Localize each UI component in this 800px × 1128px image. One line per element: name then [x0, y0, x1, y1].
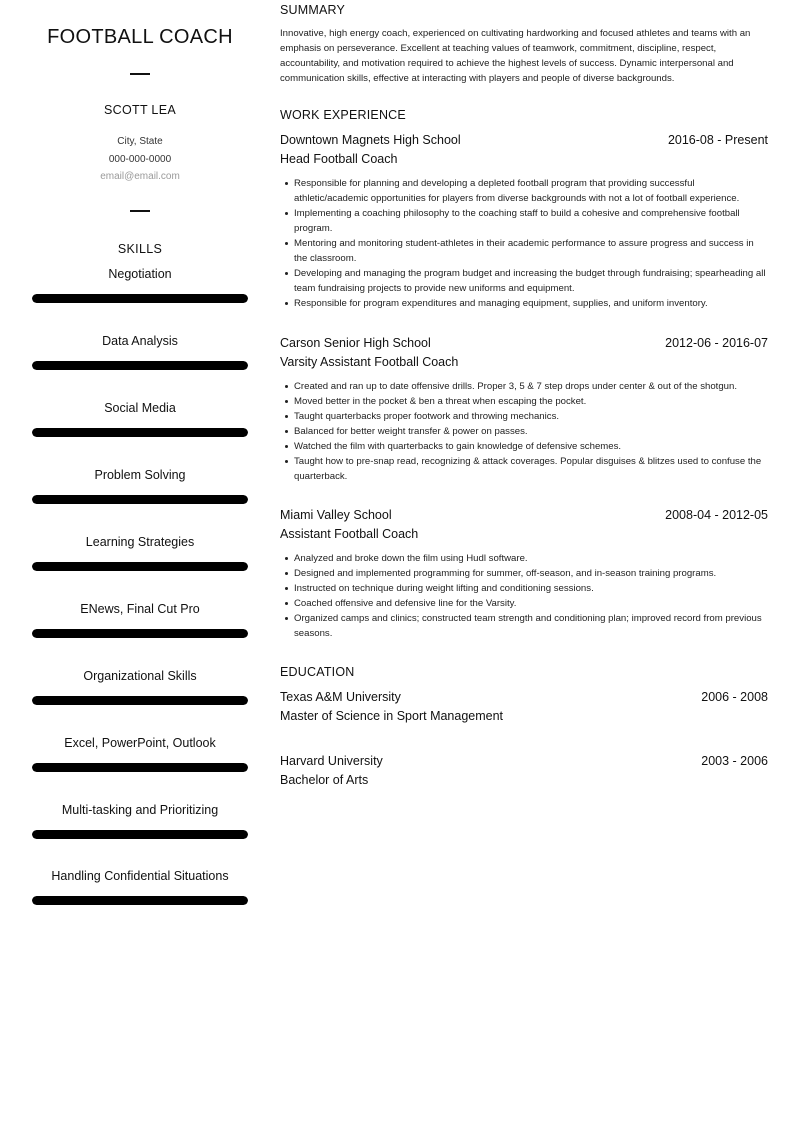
school-name: Harvard University — [280, 754, 383, 768]
skill-label: Learning Strategies — [85, 535, 195, 549]
contact-email-line — [0, 171, 280, 182]
education-heading: EDUCATION — [280, 665, 355, 679]
skill-label: Organizational Skills — [83, 669, 197, 683]
skill-bar-fill — [32, 763, 248, 772]
skill-bar — [32, 896, 248, 905]
job-header — [280, 133, 768, 152]
job-bullet: Watched the film with quarterbacks to gain knowledge of defensive schemes. — [294, 439, 768, 454]
skill-label: Data Analysis — [102, 334, 178, 348]
job-bullets — [280, 551, 768, 641]
skill-bar-fill — [32, 896, 248, 905]
skills-heading: SKILLS — [117, 242, 163, 256]
title-divider — [130, 73, 150, 75]
contact-divider — [130, 210, 150, 212]
education-header — [280, 754, 768, 773]
employer-name: Miami Valley School — [280, 508, 392, 522]
skill-bar — [32, 294, 248, 303]
skill-label: Problem Solving — [94, 468, 186, 482]
job-role: Varsity Assistant Football Coach — [280, 355, 459, 369]
job-bullet: Taught quarterbacks proper footwork and throwing mechanics. — [294, 409, 768, 424]
skill-bar-fill — [32, 830, 248, 839]
job-role: Head Football Coach — [280, 152, 398, 166]
job-bullet: Implementing a coaching philosophy to the coaching staff to build a cohesive and comprehensive football program. — [294, 206, 768, 236]
skill-bar-fill — [32, 562, 248, 571]
job-bullet: Analyzed and broke down the film using Hudl software. — [294, 551, 768, 566]
job-bullet: Moved better in the pocket & ben a threat when escaping the pocket. — [294, 394, 768, 409]
skill-bar — [32, 562, 248, 571]
skill-label: Negotiation — [108, 267, 172, 281]
skill-bar — [32, 763, 248, 772]
job-entry — [280, 336, 768, 484]
job-entry — [280, 133, 768, 311]
job-header — [280, 508, 768, 527]
skill-bar — [32, 830, 248, 839]
job-header — [280, 336, 768, 355]
job-bullets — [280, 176, 768, 311]
skill-bar-fill — [32, 696, 248, 705]
job-bullet: Balanced for better weight transfer & power on passes. — [294, 424, 768, 439]
skill-bar-fill — [32, 361, 248, 370]
skill-label: ENews, Final Cut Pro — [80, 602, 200, 616]
job-dates: 2008-04 - 2012-05 — [665, 508, 768, 522]
job-dates: 2016-08 - Present — [667, 133, 768, 147]
skill-bar — [32, 696, 248, 705]
job-bullet: Mentoring and monitoring student-athletes in their academic performance to assure progress and success in the classroom. — [294, 236, 768, 266]
degree: Bachelor of Arts — [280, 773, 369, 787]
job-entry — [280, 508, 768, 641]
skill-bar — [32, 495, 248, 504]
person-name: SCOTT LEA — [104, 103, 176, 117]
job-bullet: Taught how to pre-snap read, recognizing & attack coverages. Popular disguises & blitzes used to confuse the quarterback. — [294, 454, 768, 484]
skill-bar-fill — [32, 495, 248, 504]
school-name: Texas A&M University — [280, 690, 401, 704]
skill-bar-fill — [32, 428, 248, 437]
skill-bar — [32, 361, 248, 370]
education-dates: 2006 - 2008 — [701, 690, 768, 704]
skill-label: Social Media — [104, 401, 176, 415]
summary-heading: SUMMARY — [280, 3, 346, 17]
degree: Master of Science in Sport Management — [280, 709, 504, 723]
job-bullet: Responsible for program expenditures and managing equipment, supplies, and uniform inventory. — [294, 296, 768, 311]
contact-phone: 000-000-0000 — [108, 154, 172, 165]
summary-text: Innovative, high energy coach, experienced on cultivating hardworking and focused athletes and teams with an emphasis on perseverance. Excellent at teaching values of teamwork, commitment, discipline, respect, accountability, and motivation required to achieve the highest levels of success. Dynamic interpersonal and communication skills, effective at interacting with players and people of diverse backgrounds. — [280, 28, 751, 84]
education-entry — [280, 690, 768, 729]
email-link[interactable]: email@email.com — [100, 171, 180, 182]
work-heading: WORK EXPERIENCE — [280, 108, 406, 122]
skill-label: Multi-tasking and Prioritizing — [61, 803, 219, 817]
education-header — [280, 690, 768, 709]
education-entry — [280, 754, 768, 793]
job-bullet: Responsible for planning and developing a depleted football program that providing successful athletic/academic opportunities for players from diverse backgrounds with not a lot of football experience. — [294, 176, 768, 206]
skill-bar-fill — [32, 629, 248, 638]
job-bullet: Developing and managing the program budget and increasing the budget through fundraising; spearheading all team fundraising projects to provide new uniforms and equipment. — [294, 266, 768, 296]
job-bullet: Created and ran up to date offensive drills. Proper 3, 5 & 7 step drops under center & out of the shotgun. — [294, 379, 768, 394]
skill-bar — [32, 428, 248, 437]
job-bullets — [280, 379, 768, 484]
skill-label: Excel, PowerPoint, Outlook — [64, 736, 216, 750]
education-dates: 2003 - 2006 — [701, 754, 768, 768]
job-bullet: Organized camps and clinics; constructed team strength and conditioning plan; improved record from previous seasons. — [294, 611, 768, 641]
contact-location: City, State — [117, 136, 163, 147]
job-role: Assistant Football Coach — [280, 527, 419, 541]
employer-name: Carson Senior High School — [280, 336, 431, 350]
skill-label: Handling Confidential Situations — [51, 869, 229, 883]
employer-name: Downtown Magnets High School — [280, 133, 461, 147]
job-bullet: Instructed on technique during weight lifting and conditioning sessions. — [294, 581, 768, 596]
job-bullet: Designed and implemented programming for summer, off-season, and in-season training programs. — [294, 566, 768, 581]
job-title: FOOTBALL COACH — [47, 26, 233, 48]
job-dates: 2012-06 - 2016-07 — [665, 336, 768, 350]
skill-bar-fill — [32, 294, 248, 303]
skill-bar — [32, 629, 248, 638]
job-bullet: Coached offensive and defensive line for the Varsity. — [294, 596, 768, 611]
